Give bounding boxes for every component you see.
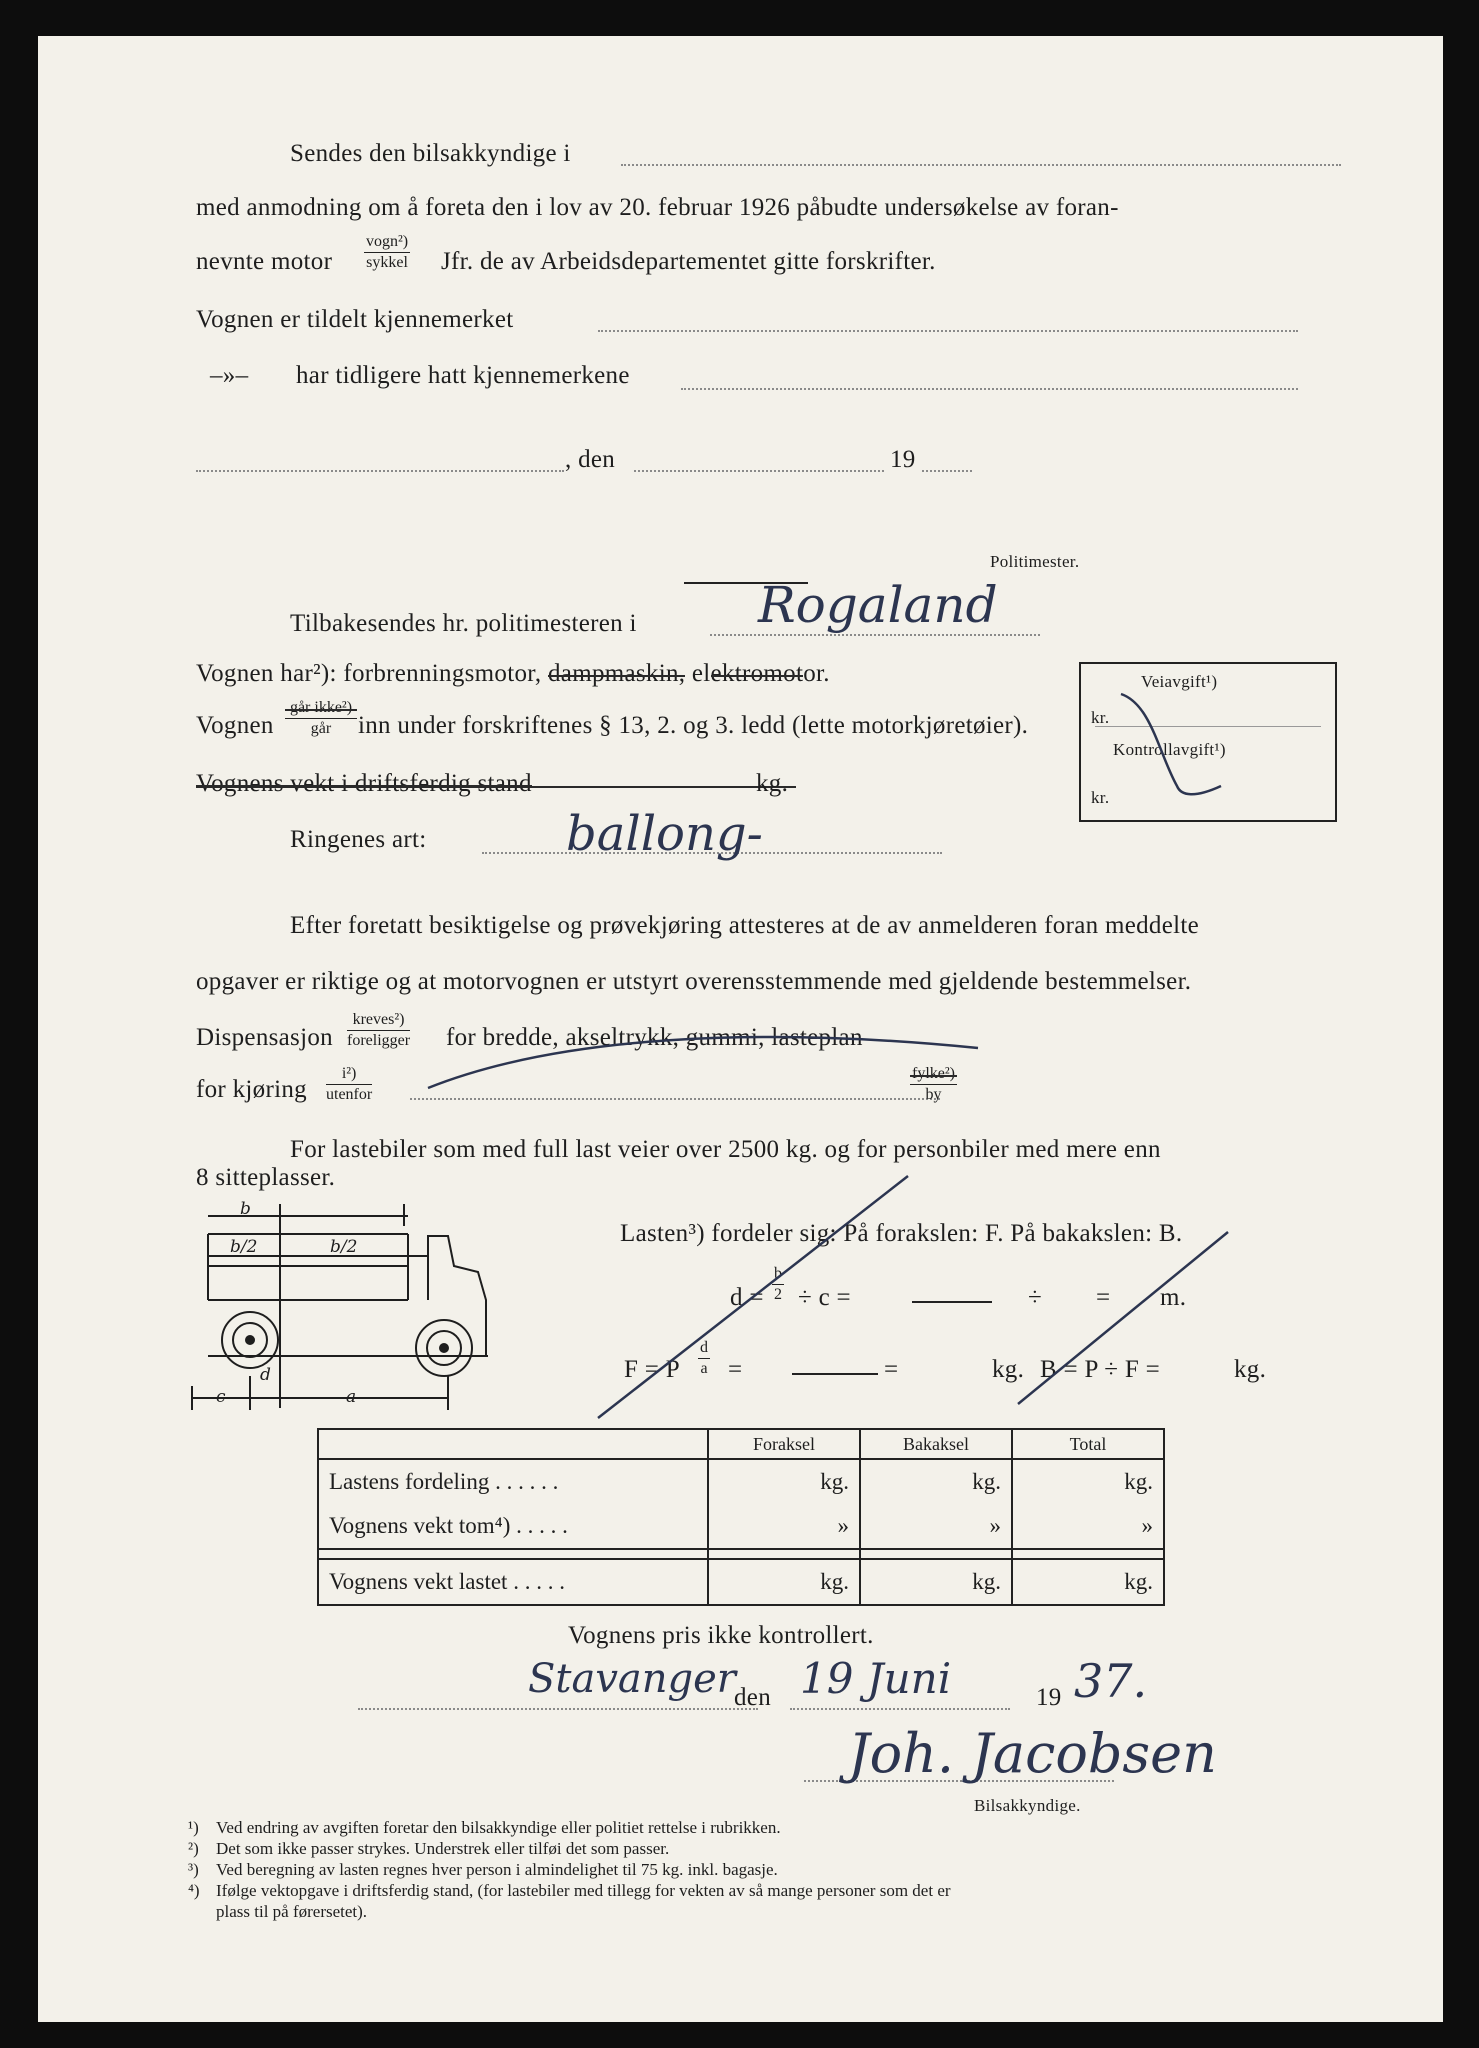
table-header-front: Foraksel: [708, 1429, 860, 1459]
formula-cancel-marks: [38, 36, 1443, 1436]
diagram-label-b-half-left: b/2: [230, 1237, 258, 1257]
table-cell[interactable]: »: [860, 1504, 1012, 1549]
truck-note-2: 8 sitteplasser.: [196, 1164, 336, 1191]
header-date-year: 19: [890, 446, 916, 473]
table-header-total: Total: [1012, 1429, 1164, 1459]
footnote-4-cont: plass til på førersetet).: [216, 1902, 368, 1921]
footnote-4: ⁴) Ifølge vektopgave i driftsferdig stand, (for lastebiler med tillegg for vekten av så mange personer som det er: [188, 1881, 951, 1900]
header-plate-line: Vognen er tildelt kjennemerket: [196, 306, 514, 333]
table-row-label: Vognens vekt lastet . . . . .: [318, 1559, 708, 1605]
header-request-line: med anmodning om å foreta den i lov av 20. februar 1926 påbudte undersøkelse av foran-: [196, 194, 1119, 221]
diagram-label-b: b: [240, 1199, 251, 1219]
tax-control-label: Kontrollavgift¹): [1113, 740, 1226, 759]
formula-kg-2: kg.: [1234, 1356, 1267, 1383]
handwritten-year: 37.: [1074, 1654, 1148, 1708]
form-page: [38, 36, 1443, 2022]
formula-d-eq: d =: [730, 1284, 764, 1311]
price-note: Vognens pris ikke kontrollert.: [568, 1622, 874, 1649]
dispensation-fraction: kreves²) foreligger: [347, 1011, 411, 1049]
truck-note-1: For lastebiler som med full last veier over 2500 kg. og for personbiler med mere enn: [290, 1136, 1161, 1163]
formula-kg-1: kg.: [992, 1356, 1025, 1383]
closing-year-prefix: 19: [1036, 1684, 1062, 1711]
dispensation-post: for bredde, akseltrykk, gummi, lasteplan: [446, 1024, 863, 1051]
table-cell[interactable]: kg.: [860, 1559, 1012, 1605]
load-distribution-line: Lasten³) fordeler sig: På forakslen: F. På bakakslen: B.: [620, 1220, 1183, 1247]
header-prev-plates: har tidligere hatt kjennemerkene: [296, 362, 630, 389]
footnote-1: ¹) Ved endring av avgiften foretar den bilsakkyndige eller politiet rettelse i rubrikken.: [188, 1818, 781, 1837]
load-table: [317, 1428, 1165, 1606]
table-cell[interactable]: kg.: [860, 1459, 1012, 1504]
closing-den: den: [734, 1684, 771, 1711]
formula-d-over-a: $\frac{d}{a}$: [700, 1339, 708, 1377]
vognen-fraction: går ikke²) går: [285, 700, 357, 737]
header-motor-pre: nevnte motor: [196, 248, 333, 275]
table-separator: [318, 1549, 1164, 1559]
weight-unit: kg.: [756, 770, 789, 797]
attest-line-1: Efter foretatt besiktigelse og prøvekjøring attesteres at de av anmelderen foran meddelte: [290, 912, 1199, 939]
dispensation-pre: Dispensasjon: [196, 1024, 333, 1051]
footnote-2: ²) Det som ikke passer strykes. Understrek eller tilføi det som passer.: [188, 1839, 670, 1858]
table-cell[interactable]: »: [708, 1504, 860, 1549]
footnote-3: ³) Ved beregning av lasten regnes hver person i almindelighet til 75 kg. inkl. bagasje.: [188, 1860, 778, 1879]
expert-signer: Bilsakkyndige.: [974, 1796, 1081, 1815]
table-cell[interactable]: kg.: [708, 1459, 860, 1504]
handwritten-rogaland: Rogaland: [758, 576, 998, 634]
table-cell[interactable]: kg.: [708, 1559, 860, 1605]
table-header-rear: Bakaksel: [860, 1429, 1012, 1459]
table-row-label: Vognens vekt tom⁴) . . . . .: [318, 1504, 708, 1549]
police-signer: Politimester.: [990, 552, 1080, 571]
table-cell[interactable]: »: [1012, 1504, 1164, 1549]
tires-label: Ringenes art:: [290, 826, 427, 853]
closing-date-field[interactable]: [790, 1708, 1010, 1710]
motor-fraction: vogn²) sykkel: [366, 233, 409, 271]
table-header-row: [318, 1429, 1164, 1459]
formula-f-eq: F = P: [624, 1356, 680, 1383]
table-header-empty: [318, 1429, 708, 1459]
formula-b-eq: B = P ÷ F =: [1040, 1356, 1161, 1383]
formula-d-rest: ÷ c =: [798, 1284, 851, 1311]
formula-f-rest: =: [728, 1356, 743, 1383]
table-row: [318, 1559, 1164, 1605]
tax-road-label: Veiavgift¹): [1141, 672, 1218, 691]
formula-div: ÷: [1028, 1284, 1043, 1311]
driving-pre: for kjøring: [196, 1076, 307, 1103]
attest-line-2: opgaver er riktige og at motorvognen er utstyrt overensstemmende med gjeldende bestemmelser.: [196, 968, 1192, 995]
tax-kr-2: kr.: [1091, 788, 1110, 807]
formula-m: m.: [1160, 1284, 1187, 1311]
closing-place-field[interactable]: [358, 1708, 758, 1710]
vognen-post: inn under forskriftenes § 13, 2. og 3. ledd (lette motorkjøretøier).: [358, 712, 1029, 739]
tax-kr-1: kr.: [1091, 708, 1110, 727]
table-row: [318, 1459, 1164, 1504]
vognen-pre: Vognen: [196, 712, 274, 739]
diagram-label-d: d: [260, 1365, 271, 1385]
formula-eq: =: [1096, 1284, 1111, 1311]
header-date-den: , den: [565, 446, 616, 473]
table-row: [318, 1504, 1164, 1549]
diagram-label-a: a: [346, 1387, 357, 1407]
weight-line: Vognens vekt i driftsferdig stand: [196, 770, 532, 797]
formula-f-rest-2: =: [884, 1356, 899, 1383]
header-motor-post: Jfr. de av Arbeidsdepartementet gitte forskrifter.: [441, 248, 936, 275]
return-label: Tilbakesendes hr. politimesteren i: [290, 610, 637, 637]
engine-line: Vognen har²): forbrenningsmotor, dampmaskin, elektromotor.: [196, 660, 830, 687]
county-fraction: fylke²) by: [912, 1065, 955, 1103]
table-cell[interactable]: kg.: [1012, 1459, 1164, 1504]
handwritten-signature: Joh. Jacobsen: [848, 1722, 1217, 1785]
diagram-label-c: c: [216, 1387, 226, 1407]
handwritten-date: 19 Juni: [800, 1654, 952, 1703]
header-ditto-mark: –»–: [210, 362, 249, 389]
table-row-label: Lastens fordeling . . . . . .: [318, 1459, 708, 1504]
formula-b-over-2: $\frac{b}{2}$: [774, 1265, 782, 1303]
handwritten-stavanger: Stavanger: [528, 1656, 736, 1702]
diagram-label-b-half-right: b/2: [330, 1237, 358, 1257]
driving-fraction: i²) utenfor: [326, 1065, 373, 1103]
handwritten-ballong: ballong-: [566, 806, 763, 862]
table-cell[interactable]: kg.: [1012, 1559, 1164, 1605]
header-send-line: Sendes den bilsakkyndige i: [290, 140, 571, 167]
